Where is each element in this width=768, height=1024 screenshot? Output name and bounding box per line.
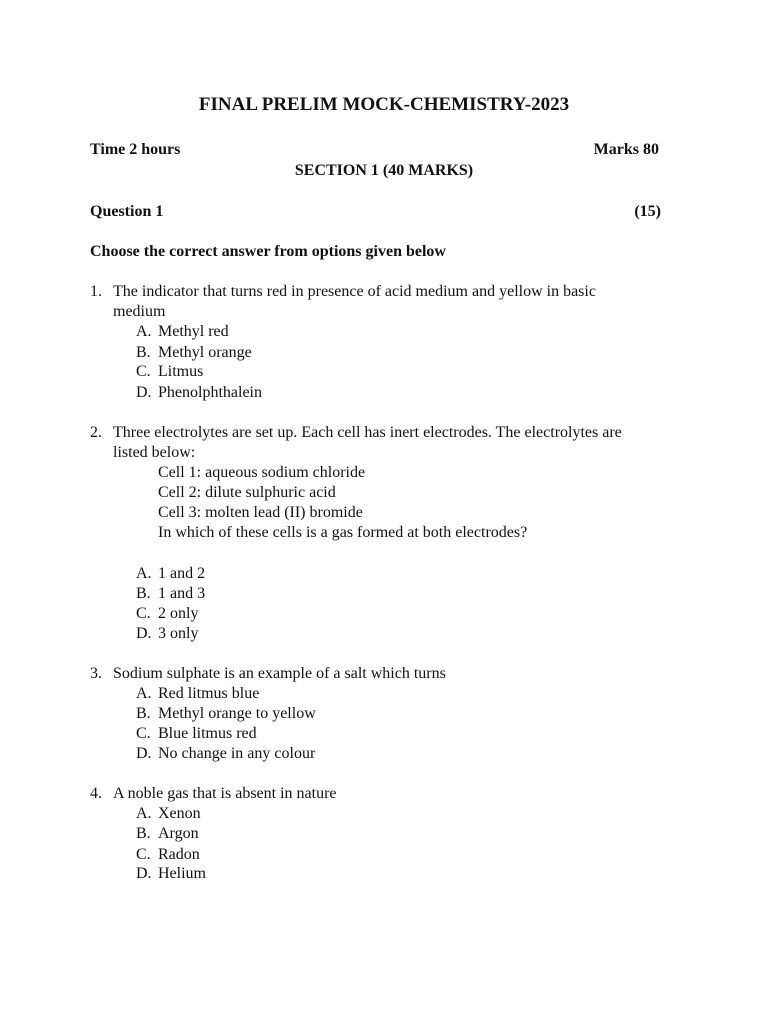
time-allowed: Time 2 hours — [90, 141, 181, 158]
cell-detail: Cell 1: aqueous sodium chloride — [158, 464, 366, 481]
option-letter: A. — [136, 685, 152, 702]
question-text: Three electrolytes are set up. Each cell has inert electrodes. The electrolytes are — [113, 424, 622, 441]
option-text: Helium — [158, 865, 206, 882]
question-number: 3. — [90, 665, 102, 682]
option-text: Blue litmus red — [158, 725, 257, 742]
option-letter: B. — [136, 705, 151, 722]
option-letter: B. — [136, 825, 151, 842]
question-number: 1. — [90, 283, 102, 300]
page-title: FINAL PRELIM MOCK-CHEMISTRY-2023 — [198, 94, 570, 115]
option-letter: C. — [136, 846, 151, 863]
section-heading: SECTION 1 (40 MARKS) — [294, 162, 474, 179]
question-marks: (15) — [634, 203, 661, 220]
option-text: 3 only — [158, 625, 199, 642]
option-text: No change in any colour — [158, 745, 316, 762]
option-text: Methyl orange to yellow — [158, 705, 316, 722]
instruction: Choose the correct answer from options given below — [90, 243, 446, 260]
option-letter: A. — [136, 565, 152, 582]
option-text: Methyl orange — [158, 344, 252, 361]
total-marks: Marks 80 — [593, 141, 659, 158]
question-text: medium — [113, 303, 166, 320]
question-prompt: In which of these cells is a gas formed at both electrodes? — [158, 524, 528, 541]
option-letter: D. — [136, 625, 152, 642]
option-text: Radon — [158, 846, 200, 863]
question-label: Question 1 — [90, 203, 164, 220]
question-number: 4. — [90, 785, 102, 802]
question-text: listed below: — [113, 444, 196, 461]
option-letter: C. — [136, 363, 151, 380]
question-text: Sodium sulphate is an example of a salt which turns — [113, 665, 446, 682]
option-text: Argon — [158, 825, 199, 842]
option-text: Red litmus blue — [158, 685, 260, 702]
question-text: A noble gas that is absent in nature — [113, 785, 337, 802]
cell-detail: Cell 3: molten lead (II) bromide — [158, 504, 363, 521]
option-letter: B. — [136, 585, 151, 602]
option-text: 2 only — [158, 605, 199, 622]
option-letter: C. — [136, 605, 151, 622]
option-letter: D. — [136, 745, 152, 762]
option-letter: D. — [136, 384, 152, 401]
option-text: Phenolphthalein — [158, 384, 262, 401]
option-letter: C. — [136, 725, 151, 742]
cell-detail: Cell 2: dilute sulphuric acid — [158, 484, 336, 501]
question-text: The indicator that turns red in presence of acid medium and yellow in basic — [113, 283, 596, 300]
option-text: Xenon — [158, 805, 201, 822]
option-text: Methyl red — [158, 323, 229, 340]
question-number: 2. — [90, 424, 102, 441]
option-letter: D. — [136, 865, 152, 882]
option-text: Litmus — [158, 363, 204, 380]
option-text: 1 and 2 — [158, 565, 206, 582]
option-letter: A. — [136, 323, 152, 340]
option-letter: A. — [136, 805, 152, 822]
option-letter: B. — [136, 344, 151, 361]
option-text: 1 and 3 — [158, 585, 206, 602]
